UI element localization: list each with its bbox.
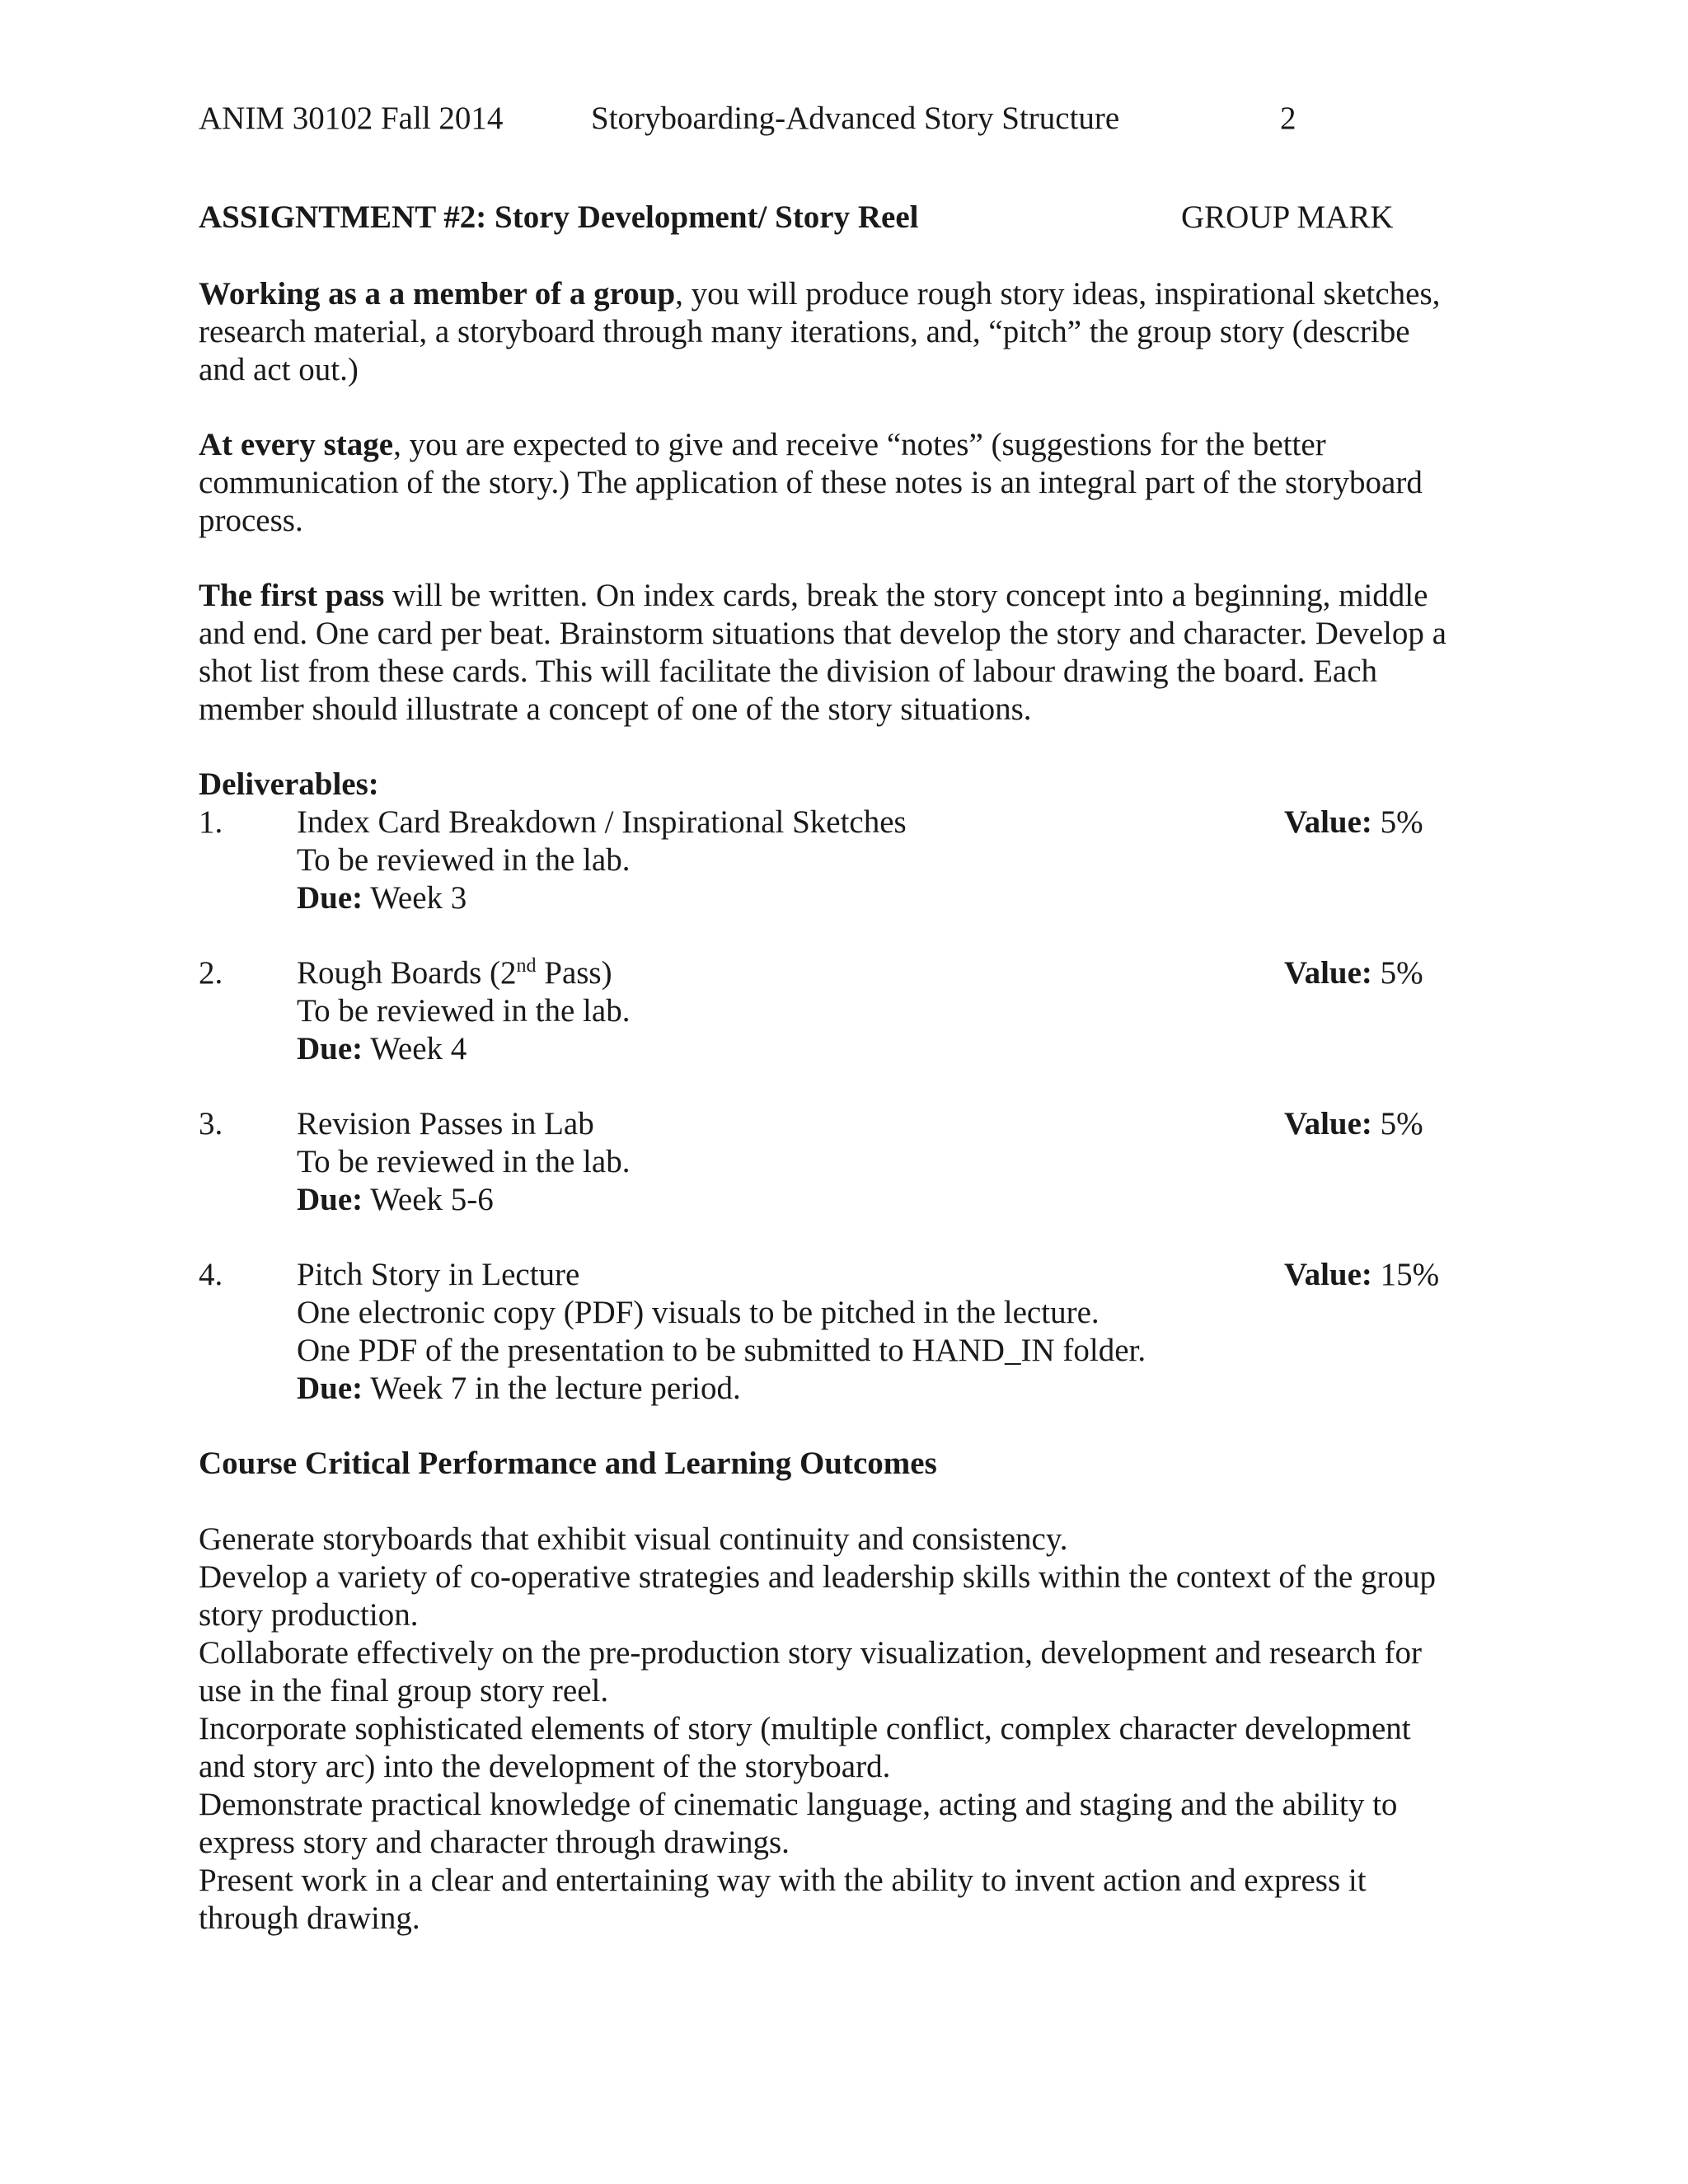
deliverable-title: Index Card Breakdown / Inspirational Sketches xyxy=(297,804,907,840)
value-amount: 5% xyxy=(1380,804,1423,840)
outcome-line: Develop a variety of co-operative strategies and leadership skills within the context of the group xyxy=(199,1559,1437,1595)
first-pass-paragraph xyxy=(199,577,1550,729)
notes-paragraph xyxy=(199,426,1550,540)
due-label: Due: xyxy=(297,1031,363,1066)
deliverable-due xyxy=(297,1030,467,1068)
deliverable-note: To be reviewed in the lab. xyxy=(297,842,631,878)
value-label: Value: xyxy=(1284,955,1372,991)
due-value: Week 4 xyxy=(370,1031,467,1066)
title-superscript: nd xyxy=(516,955,537,977)
deliverable-number: 3. xyxy=(199,1106,223,1141)
intro-line-1-rest: , you will produce rough story ideas, inspirational sketches, xyxy=(675,276,1441,312)
outcomes-list xyxy=(199,1521,1550,1938)
outcomes-heading: Course Critical Performance and Learning Outcomes xyxy=(199,1446,937,1481)
outcome-line: Present work in a clear and entertaining way with the ability to invent action and express it xyxy=(199,1863,1367,1898)
outcome-line: express story and character through drawings. xyxy=(199,1825,790,1860)
deliverable-number: 1. xyxy=(199,804,223,840)
intro-paragraph xyxy=(199,275,1550,389)
deliverable-due xyxy=(297,879,467,917)
title-pre: Rough Boards (2 xyxy=(297,955,517,991)
outcome-line: and story arc) into the development of the storyboard. xyxy=(199,1749,891,1784)
deliverable-number: 2. xyxy=(199,955,223,991)
header-course: ANIM 30102 Fall 2014 xyxy=(199,101,504,136)
due-label: Due: xyxy=(297,880,363,916)
deliverable-due xyxy=(297,1370,741,1408)
first-pass-line-1-rest: will be written. On index cards, break the story concept into a beginning, middle xyxy=(384,578,1428,613)
first-pass-line-3: shot list from these cards. This will facilitate the division of labour drawing the board. Each xyxy=(199,654,1378,689)
intro-lead: Working as a a member of a group xyxy=(199,276,676,312)
deliverable-value xyxy=(1284,954,1423,992)
value-label: Value: xyxy=(1284,1257,1372,1292)
intro-line-3: and act out.) xyxy=(199,352,359,387)
deliverable-note: To be reviewed in the lab. xyxy=(297,993,631,1029)
due-value: Week 5-6 xyxy=(370,1182,494,1217)
assignment-mark-type: GROUP MARK xyxy=(1181,199,1394,235)
outcome-line: Generate storyboards that exhibit visual continuity and consistency. xyxy=(199,1521,1068,1557)
deliverable-value xyxy=(1284,1256,1439,1294)
title-post: Pass) xyxy=(536,955,612,991)
deliverable-value xyxy=(1284,1105,1423,1143)
outcome-line: story production. xyxy=(199,1597,419,1633)
value-amount: 15% xyxy=(1380,1257,1440,1292)
value-amount: 5% xyxy=(1380,1106,1423,1141)
header-page-number: 2 xyxy=(1280,101,1296,136)
value-amount: 5% xyxy=(1380,955,1423,991)
first-pass-lead: The first pass xyxy=(199,578,385,613)
deliverable-title: Pitch Story in Lecture xyxy=(297,1257,580,1292)
first-pass-line-1 xyxy=(199,577,1550,615)
deliverable-note: One PDF of the presentation to be submitted to HAND_IN folder. xyxy=(297,1333,1146,1368)
intro-line-1 xyxy=(199,275,1550,313)
assignment-title: ASSIGNTMENT #2: Story Development/ Story Reel xyxy=(199,199,919,235)
outcome-line: use in the final group story reel. xyxy=(199,1673,609,1708)
value-label: Value: xyxy=(1284,1106,1372,1141)
deliverables-heading: Deliverables: xyxy=(199,766,379,802)
notes-line-1 xyxy=(199,426,1550,464)
deliverable-note: One electronic copy (PDF) visuals to be pitched in the lecture. xyxy=(297,1295,1100,1330)
due-value: Week 7 in the lecture period. xyxy=(370,1371,741,1406)
value-label: Value: xyxy=(1284,804,1372,840)
due-label: Due: xyxy=(297,1371,363,1406)
due-label: Due: xyxy=(297,1182,363,1217)
deliverable-number: 4. xyxy=(199,1257,223,1292)
header-title: Storyboarding-Advanced Story Structure xyxy=(591,101,1120,136)
outcome-line: Incorporate sophisticated elements of story (multiple conflict, complex character development xyxy=(199,1711,1411,1746)
deliverable-value xyxy=(1284,804,1423,841)
notes-line-2: communication of the story.) The application of these notes is an integral part of the storyboard xyxy=(199,465,1423,500)
first-pass-line-2: and end. One card per beat. Brainstorm situations that develop the story and character. Develop a xyxy=(199,616,1447,651)
notes-line-1-rest: , you are expected to give and receive “notes” (suggestions for the better xyxy=(393,427,1326,462)
intro-line-2: research material, a storyboard through many iterations, and, “pitch” the group story (describe xyxy=(199,314,1410,349)
notes-line-3: process. xyxy=(199,503,303,538)
due-value: Week 3 xyxy=(370,880,467,916)
deliverable-title xyxy=(297,954,612,992)
outcome-line: Demonstrate practical knowledge of cinematic language, acting and staging and the ability to xyxy=(199,1787,1398,1822)
deliverable-title: Revision Passes in Lab xyxy=(297,1106,594,1141)
outcome-line: through drawing. xyxy=(199,1900,420,1936)
notes-lead: At every stage xyxy=(199,427,394,462)
outcome-line: Collaborate effectively on the pre-production story visualization, development and research for xyxy=(199,1635,1422,1671)
first-pass-line-4: member should illustrate a concept of one of the story situations. xyxy=(199,691,1032,727)
deliverable-note: To be reviewed in the lab. xyxy=(297,1144,631,1179)
deliverable-due xyxy=(297,1181,494,1219)
